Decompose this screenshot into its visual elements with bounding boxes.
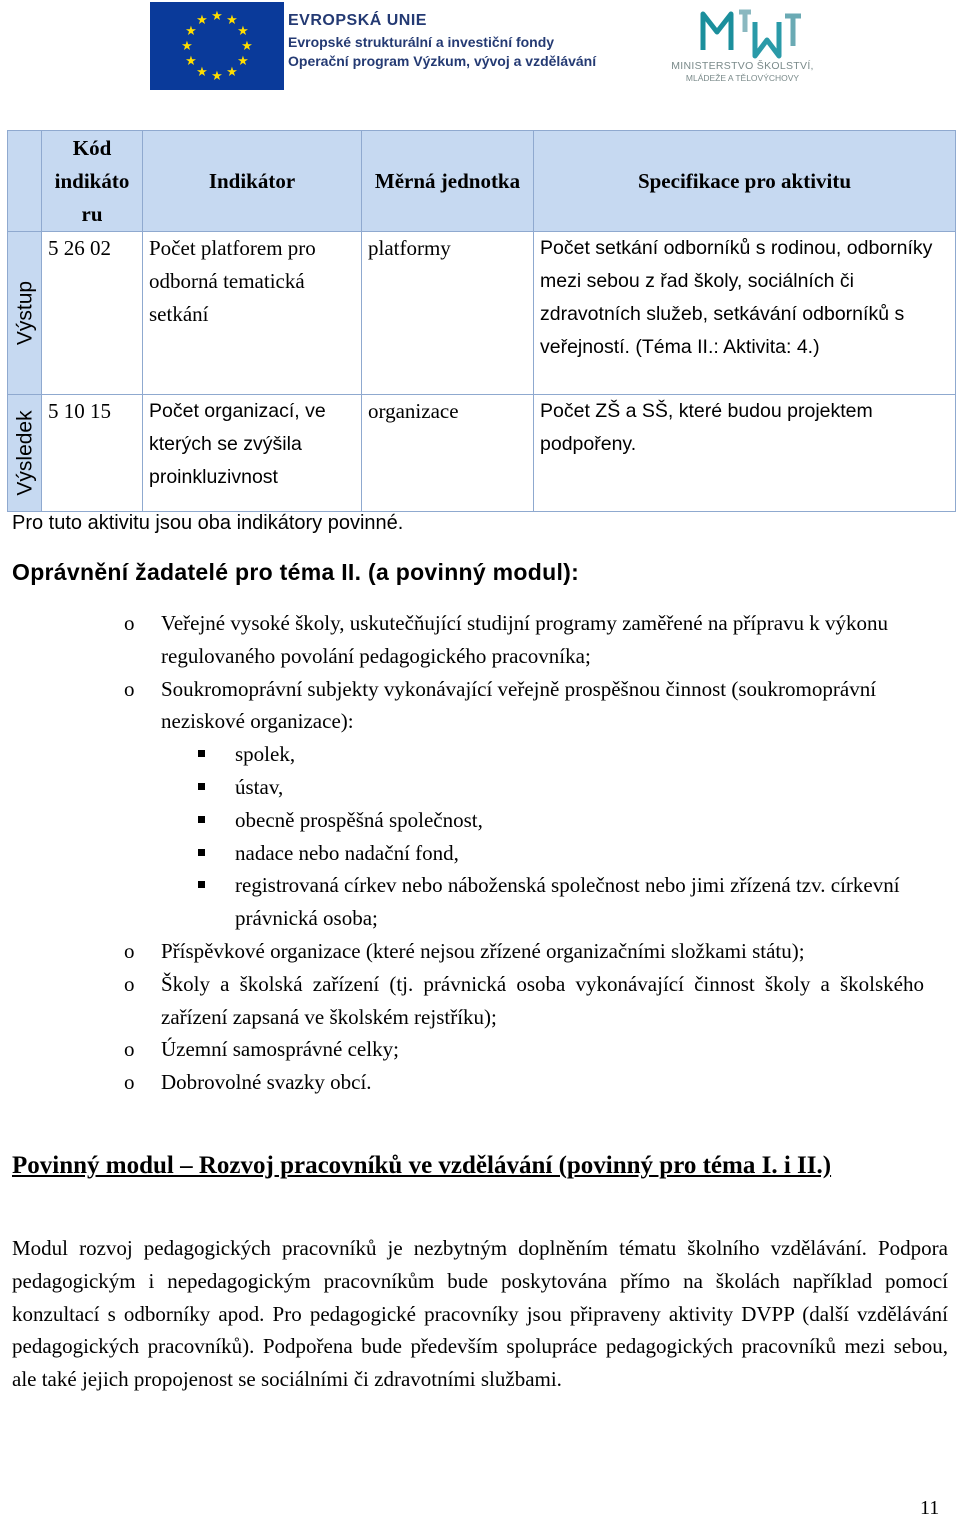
svg-text:★: ★ <box>237 24 249 39</box>
svg-text:★: ★ <box>185 24 197 39</box>
eu-program-text <box>288 12 596 69</box>
bullet-marker: o <box>124 611 135 635</box>
eu-stars-icon <box>150 2 284 90</box>
sub-list-item <box>0 869 960 935</box>
bullet-marker: o <box>124 676 135 701</box>
square-bullet-icon <box>198 881 205 888</box>
svg-text:★: ★ <box>237 54 249 69</box>
row-indicator: Počet organizací, ve kterých se zvýšila proinkluzivnost <box>143 395 362 512</box>
bullet-marker: o <box>124 1037 135 1062</box>
row-side-label: Výstup <box>8 232 42 395</box>
sub-item-text: ústav, <box>235 774 284 799</box>
page-header <box>150 2 830 92</box>
modul-heading: Povinný modul – Rozvoj pracovníků ve vzdělávání (povinný pro téma I. i II.) <box>12 1152 832 1179</box>
svg-text:★: ★ <box>196 65 208 80</box>
square-bullet-icon <box>198 816 205 823</box>
square-bullet-icon <box>198 750 205 757</box>
eligible-list <box>0 607 960 1099</box>
page-number: 11 <box>920 1497 940 1519</box>
sub-list-item <box>0 837 960 870</box>
header-indicator: Indikátor <box>143 131 362 232</box>
list-item <box>0 673 960 739</box>
sub-list-item <box>0 771 960 804</box>
header-corner <box>8 131 42 232</box>
list-item <box>0 968 960 1034</box>
row-unit: organizace <box>362 395 534 512</box>
svg-text:★: ★ <box>226 13 238 28</box>
svg-text:★: ★ <box>211 9 223 24</box>
row-unit: platformy <box>362 232 534 395</box>
list-item-text: Veřejné vysoké školy, uskutečňující studijní programy zaměřené na přípravu k výkonu regulovaného povolání pedagogického pracovníka; <box>161 611 889 668</box>
eu-flag-logo <box>150 2 284 90</box>
header-spec: Specifikace pro aktivitu <box>534 131 956 232</box>
row-spec: Počet setkání odborníků s rodinou, odborníky mezi sebou z řad školy, sociálních či zdravotních služeb, setkávání odborníků s veřejností. (Téma II.: Aktivita: 4.) <box>534 232 956 395</box>
table-header-row <box>8 131 956 232</box>
row-code: 5 10 15 <box>42 395 143 512</box>
svg-text:★: ★ <box>185 54 197 69</box>
square-bullet-icon <box>198 783 205 790</box>
msmt-emblem-icon <box>655 2 830 60</box>
row-indicator: Počet platforem pro odborná tematická setkání <box>143 232 362 395</box>
sub-list-item <box>0 804 960 837</box>
list-item-text: Soukromoprávní subjekty vykonávající veřejně prospěšnou činnost (soukromoprávní neziskové organizace): <box>161 676 877 734</box>
list-item <box>0 935 960 968</box>
sub-item-text: obecně prospěšná společnost, <box>235 807 483 832</box>
list-item-text: Školy a školská zařízení (tj. právnická osoba vykonávající činnost školy a školského zařízení zapsaná ve školském rejstříku); <box>161 971 924 1029</box>
row-spec: Počet ZŠ a SŠ, které budou projektem podpořeny. <box>534 395 956 512</box>
eu-title: EVROPSKÁ UNIE <box>288 12 427 29</box>
row-code: 5 26 02 <box>42 232 143 395</box>
square-bullet-icon <box>198 849 205 856</box>
eu-funds: Evropské strukturální a investiční fondy <box>288 34 555 50</box>
table-row <box>8 395 956 512</box>
sub-item-text: registrovaná církev nebo náboženská společnost nebo jimi zřízená tzv. církevní právnická osoba; <box>235 873 900 931</box>
sub-item-text: nadace nebo nadační fond, <box>235 840 459 865</box>
header-code: Kód indikáto ru <box>42 131 143 232</box>
row-side-label: Výsledek <box>8 395 42 512</box>
table-row <box>8 232 956 395</box>
list-item-text: Dobrovolné svazky obcí. <box>161 1070 372 1095</box>
sub-item-text: spolek, <box>235 742 296 767</box>
svg-text:★: ★ <box>241 39 253 54</box>
indicator-table <box>7 130 956 512</box>
msmt-logo <box>655 2 830 92</box>
list-item <box>0 607 960 673</box>
bullet-marker: o <box>124 971 135 996</box>
eligible-heading: Oprávnění žadatelé pro téma II. (a povinný modul): <box>12 559 580 585</box>
list-item-text: Příspěvkové organizace (které nejsou zřízené organizačními složkami státu); <box>161 938 805 963</box>
msmt-name-2: MLÁDEŽE A TĚLOVÝCHOVY <box>685 73 800 83</box>
sub-list-item <box>0 738 960 771</box>
svg-text:★: ★ <box>226 65 238 80</box>
svg-text:★: ★ <box>196 13 208 28</box>
eu-program: Operační program Výzkum, vývoj a vzdělávání <box>288 53 597 69</box>
bullet-marker: o <box>124 1070 135 1095</box>
list-item-text: Územní samosprávné celky; <box>161 1037 399 1062</box>
list-item <box>0 1033 960 1066</box>
bullet-marker: o <box>124 938 135 963</box>
svg-text:★: ★ <box>181 39 193 54</box>
header-unit: Měrná jednotka <box>362 131 534 232</box>
svg-text:★: ★ <box>211 69 223 84</box>
msmt-name: MINISTERSTVO ŠKOLSTVÍ, <box>671 60 814 72</box>
list-item <box>0 1066 960 1099</box>
modul-paragraph: Modul rozvoj pedagogických pracovníků je nezbytným doplněním tématu školního vzdělávání. Podpora pedagogickým i nepedagogickým pracovníkům bude poskytována přímo na školách například pomocí konzultací s odborníky apod. Pro pedagogické pracovníky jsou připraveny aktivity DVPP (další vzdělávání pedagogických pracovníků). Podpořena bude především spolupráce pedagogických pracovníků mezi sebou, ale také jejich propojenost se sociálními či zdravotními službami. <box>12 1236 948 1392</box>
indicator-note: Pro tuto aktivitu jsou oba indikátory povinné. <box>12 512 404 534</box>
